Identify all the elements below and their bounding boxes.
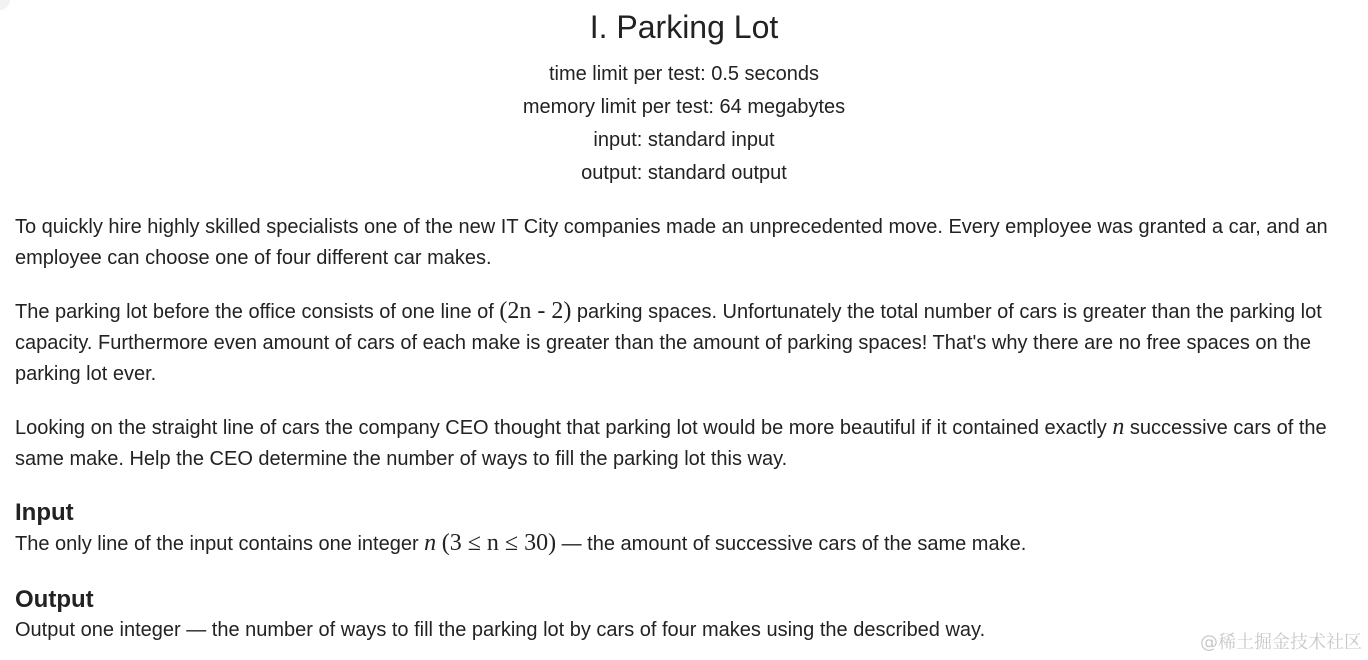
input-section-title: Input [15, 499, 74, 526]
statement-paragraph-2 [15, 296, 1360, 390]
p3-text-before: Looking on the straight line of cars the company CEO thought that parking lot would be more beautiful if it contained exactly [15, 417, 1107, 439]
watermark: @稀土掘金技术社区 [1200, 632, 1362, 653]
p2-formula: (2n - 2) [499, 298, 572, 324]
output-text: Output one integer — the number of ways to fill the parking lot by cars of four makes using the described way. [15, 619, 986, 641]
input-math-range: (3 ≤ n ≤ 30) [441, 530, 557, 556]
output-type: output: standard output [581, 162, 787, 184]
problem-limits [0, 58, 1368, 190]
time-limit: time limit per test: 0.5 seconds [548, 63, 820, 85]
statement-paragraph-3 [15, 412, 1360, 475]
output-section [15, 585, 1360, 646]
p3-text-after: successive cars of the same make. Help the CEO determine the number of ways to fill the parking lot this way. [15, 417, 1327, 470]
input-math-var: n [424, 530, 437, 556]
p2-text-before: The parking lot before the office consists of one line of [15, 301, 494, 323]
input-text-before: The only line of the input contains one integer [15, 533, 419, 555]
statement-paragraph-1: To quickly hire highly skilled specialists one of the new IT City companies made an unprecedented move. Every employee was granted a car, and an employee can choose one of four different car makes. [15, 216, 1328, 269]
input-text-after: — the amount of successive cars of the same make. [561, 533, 1027, 555]
input-type: input: standard input [593, 129, 775, 151]
problem-title: I. Parking Lot [589, 9, 779, 45]
memory-limit: memory limit per test: 64 megabytes [522, 96, 846, 118]
p3-formula: n [1112, 414, 1125, 440]
input-section [15, 498, 1360, 560]
problem-header [0, 8, 1368, 190]
p2-text-after: parking spaces. Unfortunately the total number of cars is greater than the parking lot capacity. Furthermore even amount of cars of each make is greater than the amount of parking spaces! That's why there are no free spaces on the parking lot ever. [15, 301, 1322, 385]
output-section-title: Output [15, 586, 94, 613]
